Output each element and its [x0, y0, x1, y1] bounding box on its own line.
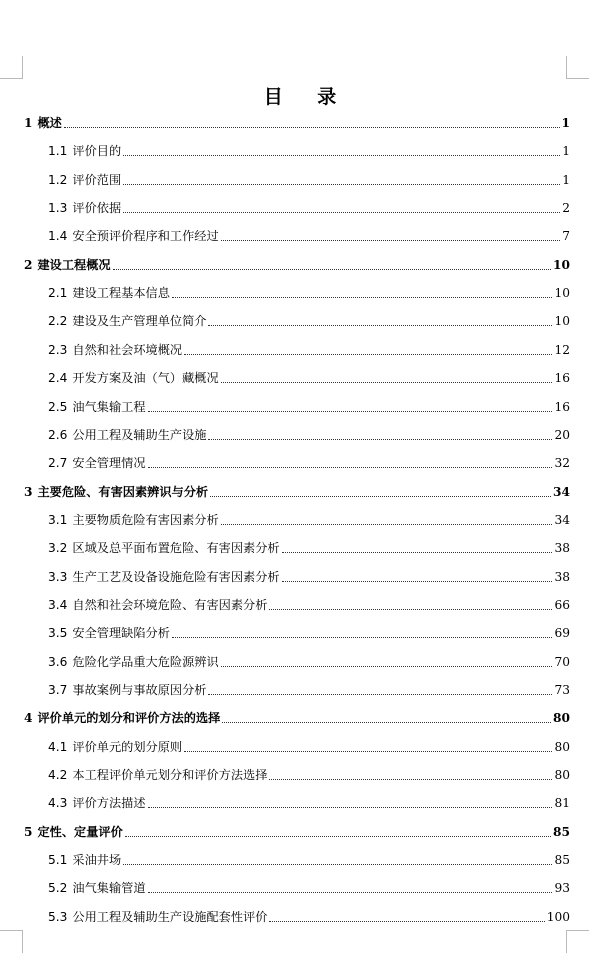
- toc-entry-page-number: 10: [554, 286, 570, 301]
- toc-section-entry[interactable]: [48, 227, 570, 245]
- toc-chapter-entry[interactable]: [24, 256, 570, 274]
- toc-entry-number: 2.7: [48, 456, 68, 471]
- toc-entry-label: 概述: [37, 116, 62, 130]
- toc-section-entry[interactable]: [48, 653, 570, 671]
- toc-entry-number: 1.1: [48, 144, 68, 159]
- toc-entry-number: 3.3: [48, 569, 68, 584]
- toc-dot-leader: [221, 381, 553, 383]
- toc-entry-label: 油气集输工程: [72, 399, 146, 414]
- toc-section-entry[interactable]: [48, 171, 570, 189]
- toc-entry-number: 3.5: [48, 626, 68, 641]
- toc-dot-leader: [123, 211, 560, 213]
- toc-section-entry[interactable]: [48, 624, 570, 642]
- toc-chapter-entry[interactable]: [24, 823, 570, 841]
- toc-entry-page-number: 38: [554, 569, 570, 584]
- toc-entry-label: 评价目的: [72, 144, 122, 159]
- toc-entry-label: 安全预评价程序和工作经过: [72, 229, 219, 244]
- toc-entry-number: 2.2: [48, 314, 68, 329]
- toc-entry-label: 危险化学品重大危险源辨识: [72, 654, 219, 669]
- toc-entry-page-number: 85: [553, 824, 570, 839]
- toc-entry-number: 3.1: [48, 512, 68, 527]
- toc-entry-number: 2.6: [48, 427, 68, 442]
- toc-entry-page-number: 1: [561, 116, 570, 130]
- toc-entry-number: 3.4: [48, 597, 68, 612]
- toc-dot-leader: [172, 296, 553, 298]
- toc-entry-page-number: 80: [554, 768, 570, 783]
- toc-entry-label: 建设工程基本信息: [72, 286, 170, 301]
- toc-entry-page-number: 81: [554, 796, 570, 811]
- toc-entry-number: 3.2: [48, 541, 68, 556]
- toc-section-entry[interactable]: [48, 738, 570, 756]
- toc-dot-leader: [208, 693, 552, 695]
- toc-dot-leader: [148, 410, 553, 412]
- toc-chapter-entry[interactable]: [24, 114, 570, 132]
- toc-entry-number: 2.1: [48, 286, 68, 301]
- toc-section-entry[interactable]: [48, 142, 570, 160]
- toc-entry-label: 自然和社会环境危险、有害因素分析: [72, 597, 268, 612]
- toc-entry-number: 1.2: [48, 172, 68, 187]
- toc-entry-label: 公用工程及辅助生产设施: [72, 427, 207, 442]
- toc-dot-leader: [184, 353, 552, 355]
- toc-entry-page-number: 66: [554, 597, 570, 612]
- toc-section-entry[interactable]: [48, 369, 570, 387]
- toc-section-entry[interactable]: [48, 341, 570, 359]
- toc-entry-number: 4.1: [48, 739, 68, 754]
- toc-entry-label: 评价单元的划分和评价方法的选择: [37, 711, 221, 726]
- toc-dot-leader: [269, 608, 552, 610]
- toc-entry-number: 5.1: [48, 853, 68, 868]
- page-title: 目 录: [263, 86, 351, 108]
- page-corner-mark-top-left: [0, 56, 23, 79]
- toc-entry-number: 5.2: [48, 881, 68, 896]
- toc-section-entry[interactable]: [48, 568, 570, 586]
- toc-entry-number: 3.7: [48, 683, 68, 697]
- toc-dot-leader: [221, 523, 553, 525]
- toc-entry-page-number: 70: [554, 654, 570, 669]
- toc-entry-number: 1.4: [48, 229, 68, 244]
- toc-dot-leader: [222, 721, 551, 723]
- toc-entry-page-number: 10: [554, 314, 570, 329]
- toc-entry-page-number: 69: [554, 626, 570, 641]
- toc-dot-leader: [269, 778, 552, 780]
- toc-section-entry[interactable]: [48, 766, 570, 784]
- toc-entry-label: 主要物质危险有害因素分析: [72, 512, 219, 527]
- toc-entry-page-number: 7: [562, 229, 570, 244]
- toc-entry-page-number: 73: [554, 683, 570, 697]
- toc-entry-page-number: 1: [562, 144, 570, 159]
- toc-entry-label: 本工程评价单元划分和评价方法选择: [72, 768, 268, 783]
- toc-dot-leader: [221, 665, 553, 667]
- toc-entry-number: 1.3: [48, 201, 68, 216]
- toc-section-entry[interactable]: [48, 312, 570, 330]
- toc-entry-page-number: 16: [554, 399, 570, 414]
- toc-dot-leader: [208, 438, 552, 440]
- toc-dot-leader: [221, 239, 561, 241]
- toc-entry-label: 采油井场: [72, 853, 122, 868]
- toc-dot-leader: [123, 863, 552, 865]
- toc-entry-number: 5: [24, 824, 33, 839]
- toc-entry-label: 评价依据: [72, 201, 122, 216]
- toc-entry-label: 建设工程概况: [37, 257, 111, 272]
- toc-entry-page-number: 38: [554, 541, 570, 556]
- toc-section-entry[interactable]: [48, 794, 570, 812]
- toc-section-entry[interactable]: [48, 426, 570, 444]
- toc-chapter-entry[interactable]: [24, 709, 570, 727]
- toc-entry-label: 评价范围: [72, 172, 122, 187]
- toc-entry-number: 2: [24, 257, 33, 272]
- toc-entry-page-number: 85: [554, 853, 570, 868]
- page-corner-mark-bottom-left: [0, 930, 23, 953]
- toc-entry-page-number: 32: [554, 456, 570, 471]
- toc-entry-label: 区域及总平面布置危险、有害因素分析: [72, 541, 280, 556]
- toc-section-entry[interactable]: [48, 596, 570, 614]
- toc-dot-leader: [64, 126, 560, 128]
- toc-dot-leader: [269, 920, 544, 922]
- toc-entry-label: 油气集输管道: [72, 881, 146, 896]
- toc-entry-number: 2.3: [48, 342, 68, 357]
- toc-entry-number: 4.3: [48, 796, 68, 811]
- toc-entry-label: 安全管理缺陷分析: [72, 626, 170, 641]
- toc-entry-page-number: 1: [562, 172, 570, 187]
- toc-entry-number: 4: [24, 711, 33, 726]
- toc-dot-leader: [282, 551, 553, 553]
- toc-entry-page-number: 34: [554, 512, 570, 527]
- toc-entry-page-number: 80: [554, 739, 570, 754]
- toc-chapter-entry[interactable]: [24, 483, 570, 501]
- toc-section-entry[interactable]: [48, 454, 570, 472]
- toc-entry-page-number: 12: [554, 342, 570, 357]
- toc-entry-label: 事故案例与事故原因分析: [72, 683, 207, 697]
- toc-dot-leader: [172, 636, 553, 638]
- toc-dot-leader: [148, 466, 553, 468]
- toc-entry-label: 安全管理情况: [72, 456, 146, 471]
- toc-entry-page-number: 20: [554, 427, 570, 442]
- toc-entry-number: 1: [24, 116, 33, 130]
- page-corner-mark-top-right: [566, 56, 589, 79]
- toc-entry-page-number: 10: [553, 257, 570, 272]
- toc-dot-leader: [210, 495, 551, 497]
- page-corner-mark-bottom-right: [566, 930, 589, 953]
- toc-entry-number: 3: [24, 484, 33, 499]
- toc-entry-label: 开发方案及油（气）藏概况: [72, 371, 219, 386]
- toc-entry-label: 公用工程及辅助生产设施配套性评价: [72, 909, 268, 924]
- toc-dot-leader: [184, 750, 552, 752]
- toc-entry-number: 2.5: [48, 399, 68, 414]
- toc-section-entry[interactable]: [48, 398, 570, 416]
- toc-section-entry[interactable]: [48, 284, 570, 302]
- toc-entry-number: 4.2: [48, 768, 68, 783]
- toc-entry-label: 建设及生产管理单位简介: [72, 314, 207, 329]
- toc-dot-leader: [148, 806, 553, 808]
- toc-entry-page-number: 34: [553, 484, 570, 499]
- toc-entry-label: 评价方法描述: [72, 796, 146, 811]
- toc-entry-page-number: 93: [554, 881, 570, 896]
- toc-entry-label: 生产工艺及设备设施危险有害因素分析: [72, 569, 280, 584]
- toc-entry-page-number: 100: [546, 909, 570, 924]
- toc-dot-leader: [123, 183, 560, 185]
- toc-dot-leader: [123, 154, 560, 156]
- toc-entry-number: 5.3: [48, 909, 68, 924]
- toc-dot-leader: [282, 580, 553, 582]
- toc-section-entry[interactable]: [48, 511, 570, 529]
- toc-entry-label: 自然和社会环境概况: [72, 342, 183, 357]
- toc-dot-leader: [113, 268, 551, 270]
- toc-entry-label: 评价单元的划分原则: [72, 739, 183, 754]
- toc-section-entry[interactable]: [48, 539, 570, 557]
- toc-entry-number: 2.4: [48, 371, 68, 386]
- toc-entry-page-number: 2: [562, 201, 570, 216]
- toc-section-entry[interactable]: [48, 908, 570, 926]
- toc-entry-number: 3.6: [48, 654, 68, 669]
- toc-section-entry[interactable]: [48, 851, 570, 869]
- toc-dot-leader: [148, 891, 553, 893]
- toc-dot-leader: [125, 835, 551, 837]
- toc-section-entry[interactable]: [48, 199, 570, 217]
- toc-entry-label: 定性、定量评价: [37, 824, 123, 839]
- toc-entry-page-number: 80: [553, 711, 570, 726]
- toc-section-entry[interactable]: [48, 681, 570, 699]
- toc-entry-page-number: 16: [554, 371, 570, 386]
- toc-dot-leader: [208, 324, 552, 326]
- toc-section-entry[interactable]: [48, 879, 570, 897]
- toc-entry-label: 主要危险、有害因素辨识与分析: [37, 484, 209, 499]
